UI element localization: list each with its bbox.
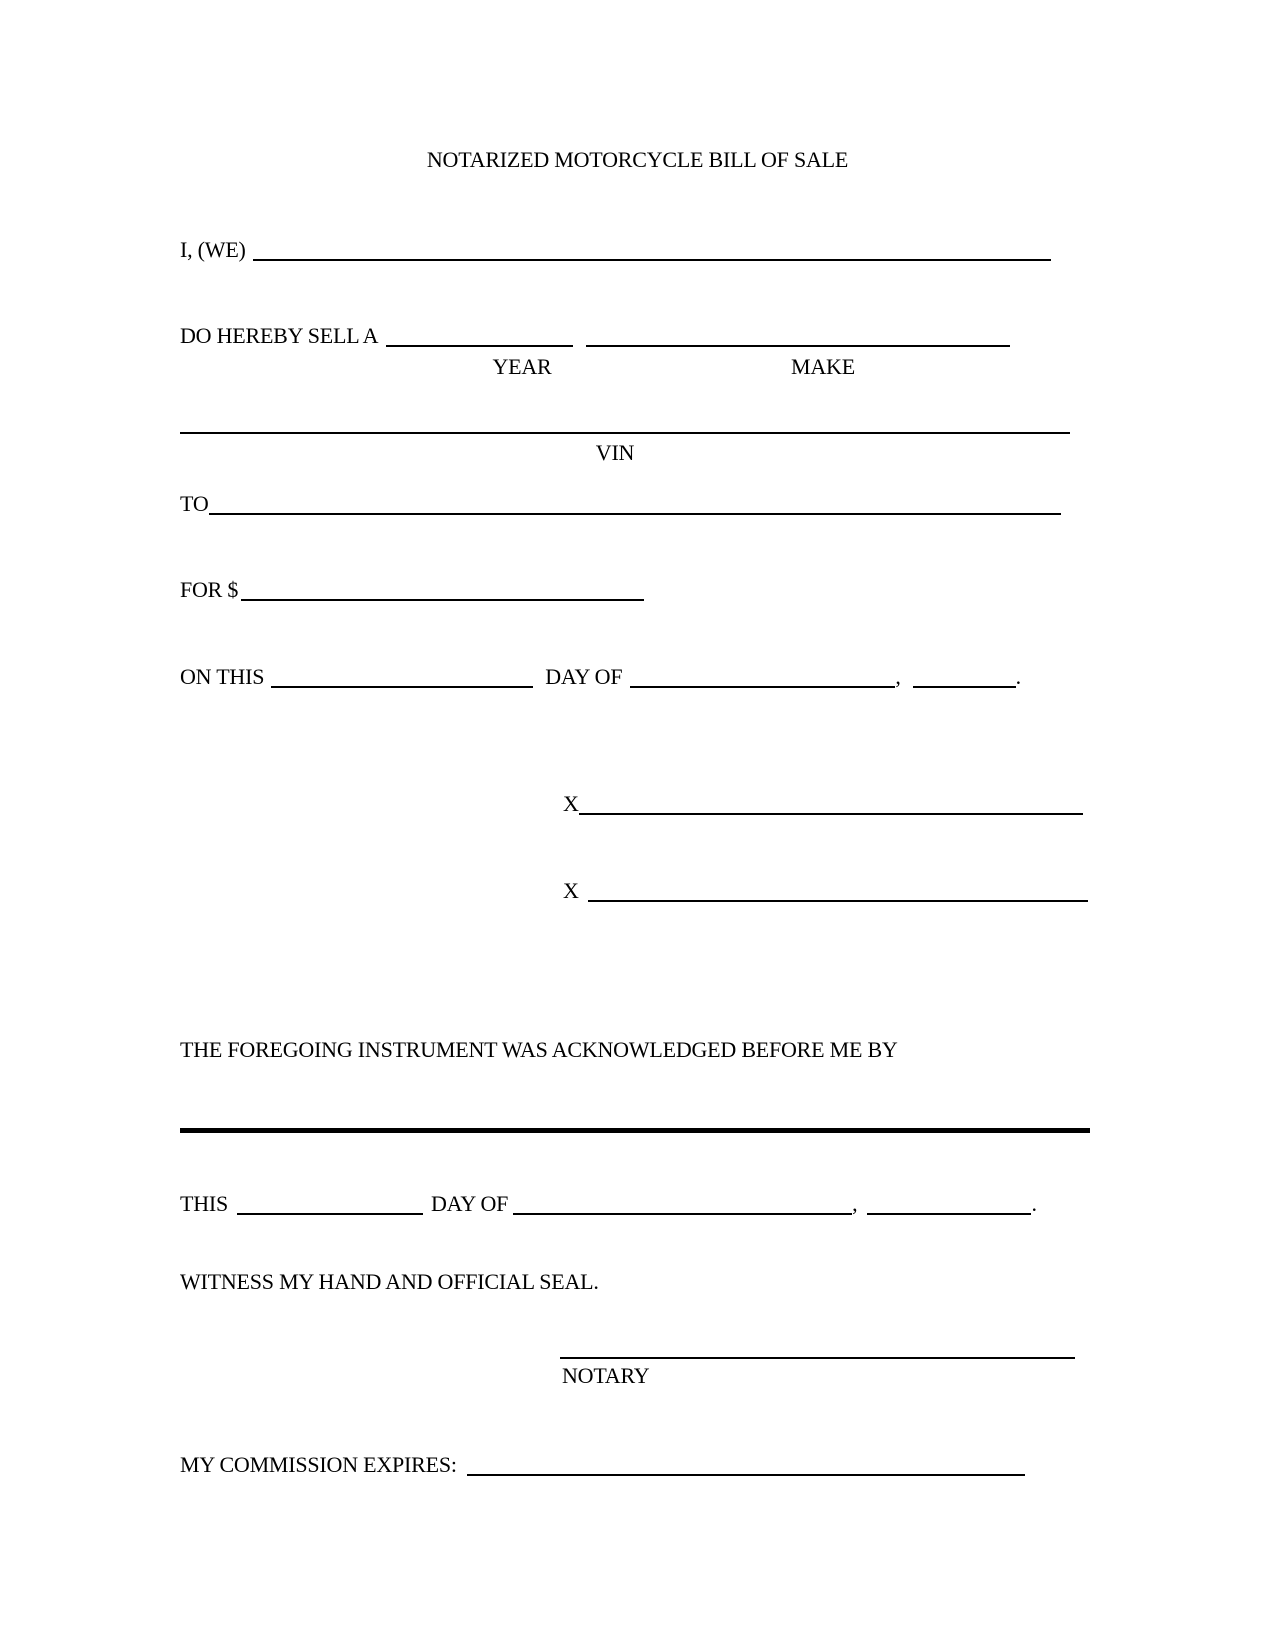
co-seller-signature-field[interactable] [588, 884, 1088, 902]
sale-date-infix: DAY OF [545, 664, 623, 689]
sale-line [180, 323, 1010, 349]
seller-name-field[interactable] [253, 243, 1051, 261]
sale-year-field[interactable] [386, 329, 573, 347]
buyer-line [180, 491, 1061, 517]
price-field[interactable] [241, 583, 644, 601]
seller-signature-field[interactable] [579, 797, 1083, 815]
signature-1-x-label: X [563, 791, 579, 816]
sale-date-comma: , [895, 664, 901, 689]
notary-caption: NOTARY [562, 1363, 650, 1388]
seller-line [180, 237, 1051, 263]
commission-line [180, 1452, 1025, 1478]
notary-date-day-field[interactable] [237, 1197, 423, 1215]
notary-date-prefix: THIS [180, 1191, 229, 1216]
buyer-label: TO [180, 491, 209, 516]
notary-date-month-field[interactable] [513, 1197, 852, 1215]
acknowledgment-statement: THE FOREGOING INSTRUMENT WAS ACKNOWLEDGED BEFORE ME BY [180, 1037, 898, 1062]
commission-label: MY COMMISSION EXPIRES: [180, 1452, 457, 1477]
witness-statement: WITNESS MY HAND AND OFFICIAL SEAL. [180, 1269, 599, 1294]
notary-date-period: . [1031, 1191, 1037, 1216]
make-caption: MAKE [791, 354, 855, 379]
sale-date-day-field[interactable] [271, 670, 533, 688]
sale-date-line [180, 664, 1021, 690]
notary-date-line [180, 1191, 1037, 1217]
sale-date-prefix: ON THIS [180, 664, 265, 689]
notary-date-infix: DAY OF [431, 1191, 509, 1216]
notary-signature-field[interactable] [560, 1357, 1075, 1359]
sale-make-field[interactable] [586, 329, 1010, 347]
price-label: FOR $ [180, 577, 239, 602]
buyer-name-field[interactable] [209, 497, 1061, 515]
page-title: NOTARIZED MOTORCYCLE BILL OF SALE [426, 147, 849, 172]
section-divider [180, 1128, 1090, 1133]
seller-label: I, (WE) [180, 237, 246, 262]
vin-caption: VIN [595, 440, 635, 465]
signature-2-x-label: X [563, 878, 579, 903]
sale-label: DO HEREBY SELL A [180, 323, 379, 348]
year-caption: YEAR [492, 354, 552, 379]
sale-date-year-field[interactable] [913, 670, 1016, 688]
sale-date-month-field[interactable] [630, 670, 895, 688]
notary-date-year-field[interactable] [867, 1197, 1031, 1215]
commission-expiry-field[interactable] [467, 1458, 1025, 1476]
notary-date-comma: , [852, 1191, 858, 1216]
sale-date-period: . [1015, 664, 1021, 689]
signature-line-2 [563, 878, 1088, 904]
signature-line-1 [563, 791, 1083, 817]
vin-field[interactable] [180, 432, 1070, 434]
price-line [180, 577, 644, 603]
